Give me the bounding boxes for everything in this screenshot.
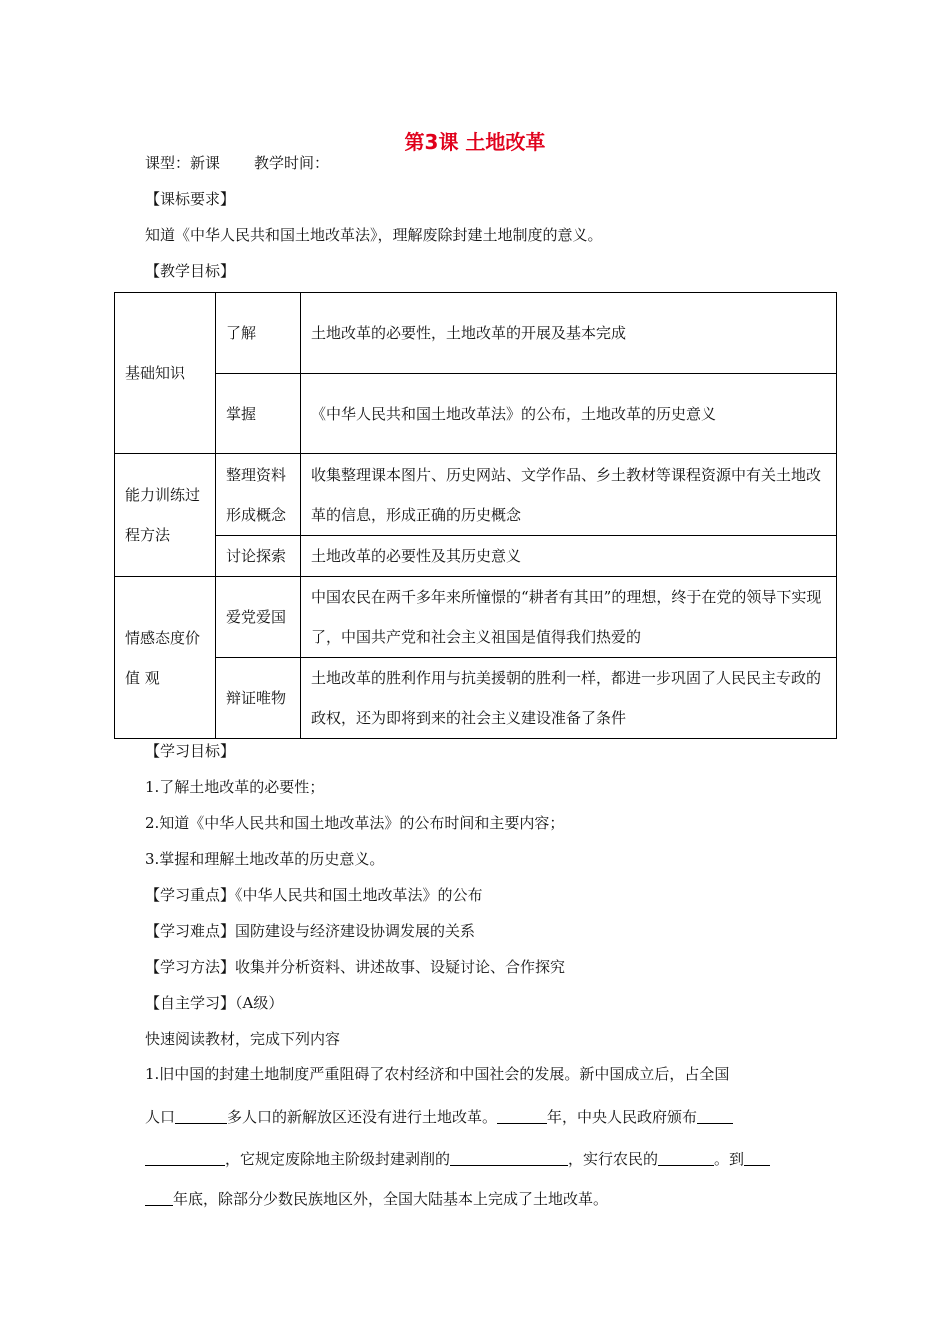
goal-row xyxy=(115,454,837,536)
goal-row xyxy=(115,577,837,658)
goal-content: 《中华人民共和国土地改革法》的公布，土地改革的历史意义 xyxy=(301,374,837,454)
question-text: 。到 xyxy=(714,1150,745,1168)
difficulty xyxy=(145,920,475,941)
answer-blank[interactable] xyxy=(497,1107,547,1124)
lesson-meta xyxy=(145,152,329,173)
goal-sub: 辩证唯物 xyxy=(216,658,301,739)
goal-sub: 了解 xyxy=(216,293,301,374)
goal-content: 土地改革的必要性，土地改革的开展及基本完成 xyxy=(301,293,837,374)
goal-row xyxy=(115,293,837,374)
learning-goal-item: 3.掌握和理解土地改革的历史意义。 xyxy=(145,850,385,868)
goal-sub: 讨论探索 xyxy=(216,536,301,577)
goal-content: 中国农民在两千多年来所憧憬的“耕者有其田”的理想，终于在党的领导下实现了，中国共产党和社会主义祖国是值得我们热爱的 xyxy=(301,577,837,658)
goal-content: 土地改革的胜利作用与抗美援朝的胜利一样，都进一步巩固了人民民主专政的政权，还为即将到来的社会主义建设准备了条件 xyxy=(301,658,837,739)
answer-blank[interactable] xyxy=(145,1149,225,1166)
self-study-label: 【自主学习】 xyxy=(145,994,236,1012)
self-study-instruction: 快速阅读教材，完成下列内容 xyxy=(145,1030,341,1048)
goal-row xyxy=(115,536,837,577)
lesson-title: 第3课 土地改革 xyxy=(404,130,546,154)
learning-goals-heading: 【学习目标】 xyxy=(145,742,236,760)
question-text: ，它规定废除地主阶级封建剥削的 xyxy=(225,1150,451,1168)
question-1-line-3 xyxy=(145,1148,770,1169)
question-text: 多人口的新解放区还没有进行土地改革。 xyxy=(227,1108,498,1126)
difficulty-text: 国防建设与经济建设协调发展的关系 xyxy=(235,922,476,940)
goal-category: 基础知识 xyxy=(115,293,216,454)
question-1-line-4 xyxy=(145,1188,608,1209)
answer-blank[interactable] xyxy=(697,1107,733,1124)
question-1-line-1: 1.旧中国的封建土地制度严重阻碍了农村经济和中国社会的发展。新中国成立后，占全国 xyxy=(145,1065,730,1083)
question-text: 年，中央人民政府颁布 xyxy=(547,1108,698,1126)
question-text: 人口 xyxy=(145,1108,176,1126)
teaching-goals-heading: 【教学目标】 xyxy=(145,262,236,280)
answer-blank[interactable] xyxy=(744,1149,770,1166)
teaching-time: 教学时间： xyxy=(254,154,330,172)
goal-row xyxy=(115,374,837,454)
learning-goal-item: 1.了解土地改革的必要性； xyxy=(145,778,325,796)
self-study-heading xyxy=(145,992,283,1013)
question-1-line-2 xyxy=(145,1106,733,1127)
answer-blank[interactable] xyxy=(175,1107,227,1124)
method-text: 收集并分析资料、讲述故事、设疑讨论、合作探究 xyxy=(235,958,566,976)
goal-sub: 爱党爱国 xyxy=(216,577,301,658)
standard-heading: 【课标要求】 xyxy=(145,190,236,208)
learning-goal-item: 2.知道《中华人民共和国土地改革法》的公布时间和主要内容； xyxy=(145,814,565,832)
goal-row xyxy=(115,658,837,739)
difficulty-label: 【学习难点】 xyxy=(145,922,236,940)
question-text: ，实行农民的 xyxy=(568,1150,659,1168)
goal-category: 情感态度价值 观 xyxy=(115,577,216,739)
goal-category: 能力训练过程方法 xyxy=(115,454,216,577)
standard-text: 知道《中华人民共和国土地改革法》，理解废除封建土地制度的意义。 xyxy=(145,226,603,244)
goal-sub: 掌握 xyxy=(216,374,301,454)
question-text: 年底，除部分少数民族地区外，全国大陆基本上完成了土地改革。 xyxy=(173,1190,609,1208)
goal-content: 收集整理课本图片、历史网站、文学作品、乡土教材等课程资源中有关土地改革的信息，形成正确的历史概念 xyxy=(301,454,837,536)
lesson-type: 课型：新课 xyxy=(145,154,221,172)
key-point-text: 《中华人民共和国土地改革法》的公布 xyxy=(235,886,483,904)
goal-sub: 整理资料形成概念 xyxy=(216,454,301,536)
answer-blank[interactable] xyxy=(658,1149,714,1166)
goal-content: 土地改革的必要性及其历史意义 xyxy=(301,536,837,577)
method xyxy=(145,956,565,977)
teaching-goals-table xyxy=(114,292,837,739)
key-point-label: 【学习重点】 xyxy=(145,886,236,904)
answer-blank[interactable] xyxy=(145,1189,173,1206)
answer-blank[interactable] xyxy=(450,1149,568,1166)
self-study-level: （A级） xyxy=(235,994,284,1012)
method-label: 【学习方法】 xyxy=(145,958,236,976)
key-point xyxy=(145,884,483,905)
